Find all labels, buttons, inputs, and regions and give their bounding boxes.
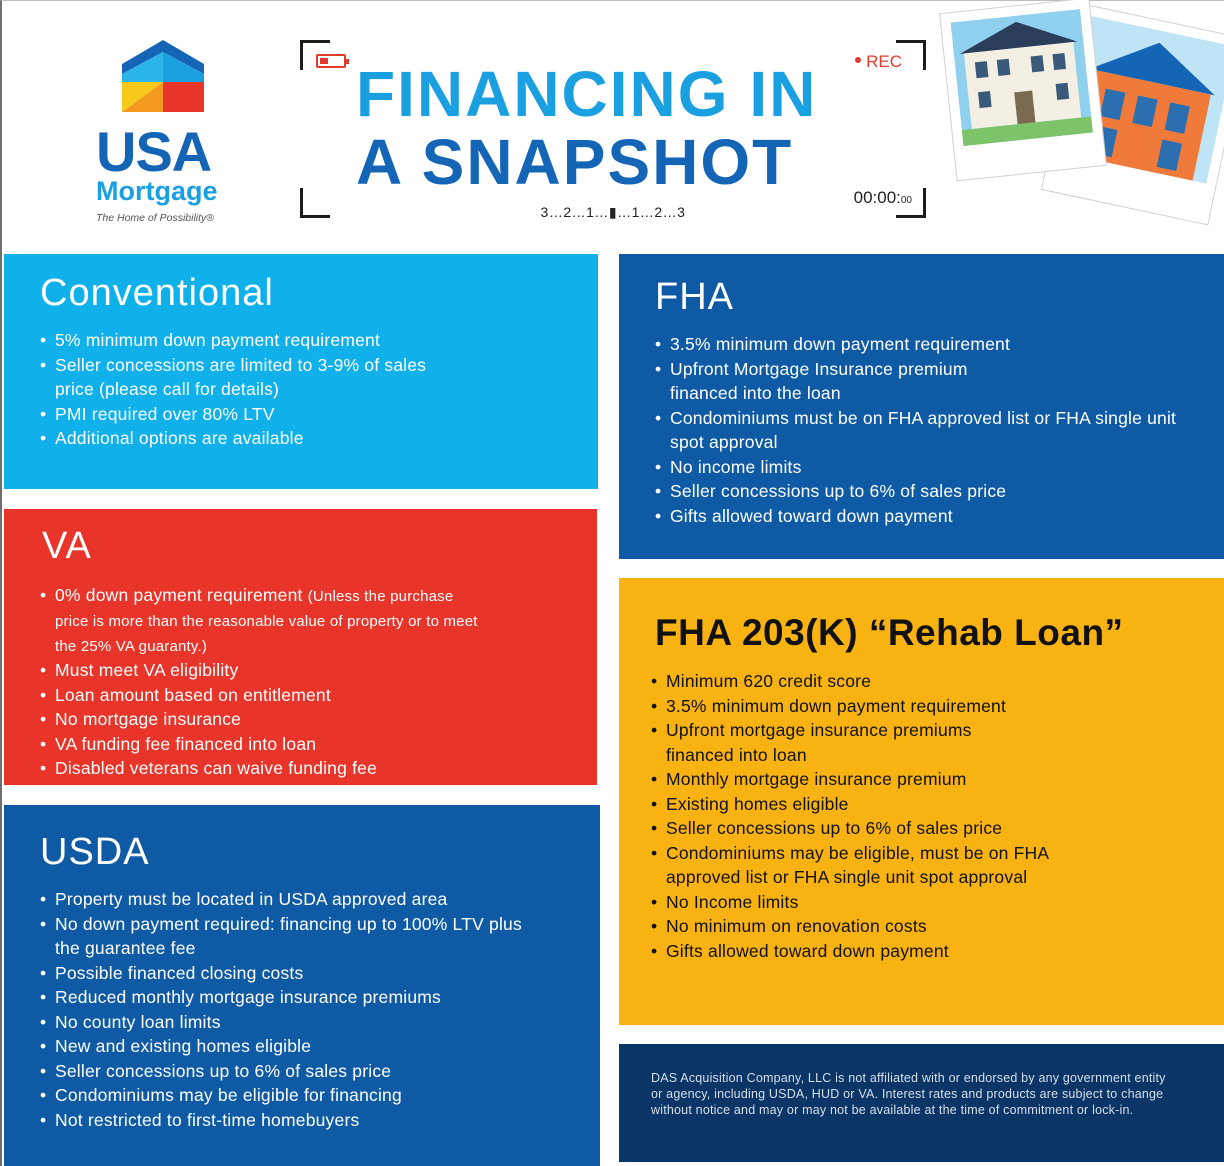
panel-va	[4, 509, 597, 785]
list-item: • New and existing homes eligible	[40, 1034, 600, 1059]
usa-mortgage-logo	[92, 38, 252, 228]
list-item: • Existing homes eligible	[651, 792, 1224, 817]
list-item: • No county loan limits	[40, 1010, 600, 1035]
panel-title-usda: USDA	[40, 831, 150, 873]
list-item: • Monthly mortgage insurance premium	[651, 767, 1224, 792]
house-photos-illustration	[928, 0, 1224, 240]
list-item: • Additional options are available	[40, 426, 598, 451]
list-item: • Not restricted to first-time homebuyers	[40, 1108, 600, 1133]
va-first-item-note: (Unless the purchase price is more than the reasonable value of property or to meet the 25% VA guaranty.)	[55, 588, 478, 655]
list-item: • Gifts allowed toward down payment	[651, 939, 1224, 964]
va-list	[40, 583, 597, 781]
rehab-list	[651, 669, 1224, 963]
list-item: • Property must be located in USDA approved area	[40, 887, 600, 912]
usda-list	[40, 887, 600, 1132]
panel-fha-203k	[619, 578, 1224, 1025]
logo-tagline: The Home of Possibility®	[96, 212, 215, 224]
logo-wordmark-usa: USA	[96, 120, 212, 183]
fha-list	[655, 332, 1224, 528]
logo-wordmark-mortgage: Mortgage	[96, 176, 218, 206]
list-item: • Disabled veterans can waive funding fee	[40, 756, 597, 781]
list-item: • Gifts allowed toward down payment	[655, 504, 1224, 529]
battery-icon	[316, 54, 346, 68]
list-item: • Seller concessions are limited to 3-9% of sales price (please call for details)	[40, 353, 460, 402]
countdown-scale: 3…2…1…▮…1…2…3	[540, 204, 686, 220]
panel-title-va: VA	[42, 525, 92, 567]
list-item: • Condominiums must be on FHA approved list or FHA single unit spot approval	[655, 406, 1200, 455]
battery-level	[320, 58, 328, 64]
list-item: • VA funding fee financed into loan	[40, 732, 597, 757]
list-item: • No mortgage insurance	[40, 707, 597, 732]
list-item: • 3.5% minimum down payment requirement	[651, 694, 1224, 719]
list-item: • Seller concessions up to 6% of sales price	[655, 479, 1224, 504]
panel-usda	[4, 805, 600, 1166]
page-title-line2: A SNAPSHOT	[356, 126, 794, 198]
list-item: • No Income limits	[651, 890, 1224, 915]
list-item: • Upfront mortgage insurance premiums financed into loan	[651, 718, 1021, 767]
list-item: • Minimum 620 credit score	[651, 669, 1224, 694]
list-item: • Condominiums may be eligible for financing	[40, 1083, 600, 1108]
disclaimer-panel	[619, 1044, 1224, 1162]
list-item: • Condominiums may be eligible, must be on FHA approved list or FHA single unit spot approval	[651, 841, 1051, 890]
panel-fha	[619, 254, 1224, 559]
list-item: • Reduced monthly mortgage insurance premiums	[40, 985, 600, 1010]
panel-title-fha-203k: FHA 203(K) “Rehab Loan”	[655, 612, 1124, 653]
list-item	[40, 583, 480, 658]
va-first-item: 0% down payment requirement	[55, 585, 308, 605]
list-item: • No income limits	[655, 455, 1224, 480]
rec-indicator: REC	[855, 52, 902, 72]
timecode-main: 00:00:	[853, 188, 901, 207]
list-item: • 3.5% minimum down payment requirement	[655, 332, 1224, 357]
panel-title-conventional: Conventional	[40, 272, 274, 314]
panel-conventional	[4, 254, 598, 489]
list-item: • 5% minimum down payment requirement	[40, 328, 598, 353]
list-item: • Loan amount based on entitlement	[40, 683, 597, 708]
panel-title-fha: FHA	[655, 276, 734, 318]
list-item: • Upfront Mortgage Insurance premium financed into the loan	[655, 357, 1015, 406]
conventional-list	[40, 328, 598, 451]
timecode-frames: 00	[900, 195, 912, 206]
list-item: • Possible financed closing costs	[40, 961, 600, 986]
list-item: • PMI required over 80% LTV	[40, 402, 598, 427]
list-item: • No minimum on renovation costs	[651, 914, 1224, 939]
viewfinder-title-frame	[300, 40, 926, 218]
page-title-line1: FINANCING IN	[356, 58, 818, 130]
disclaimer-text: DAS Acquisition Company, LLC is not affiliated with or endorsed by any government entity or agency, including USDA, HUD or VA. Interest rates and products are subject to change without notice and may or may not be available at the time of commitment or lock-in.	[651, 1071, 1166, 1117]
list-item: • Seller concessions up to 6% of sales price	[651, 816, 1224, 841]
list-item: • Seller concessions up to 6% of sales price	[40, 1059, 600, 1084]
list-item: • No down payment required: financing up to 100% LTV plus the guarantee fee	[40, 912, 540, 961]
house-logo-icon	[120, 38, 206, 114]
list-item: • Must meet VA eligibility	[40, 658, 597, 683]
